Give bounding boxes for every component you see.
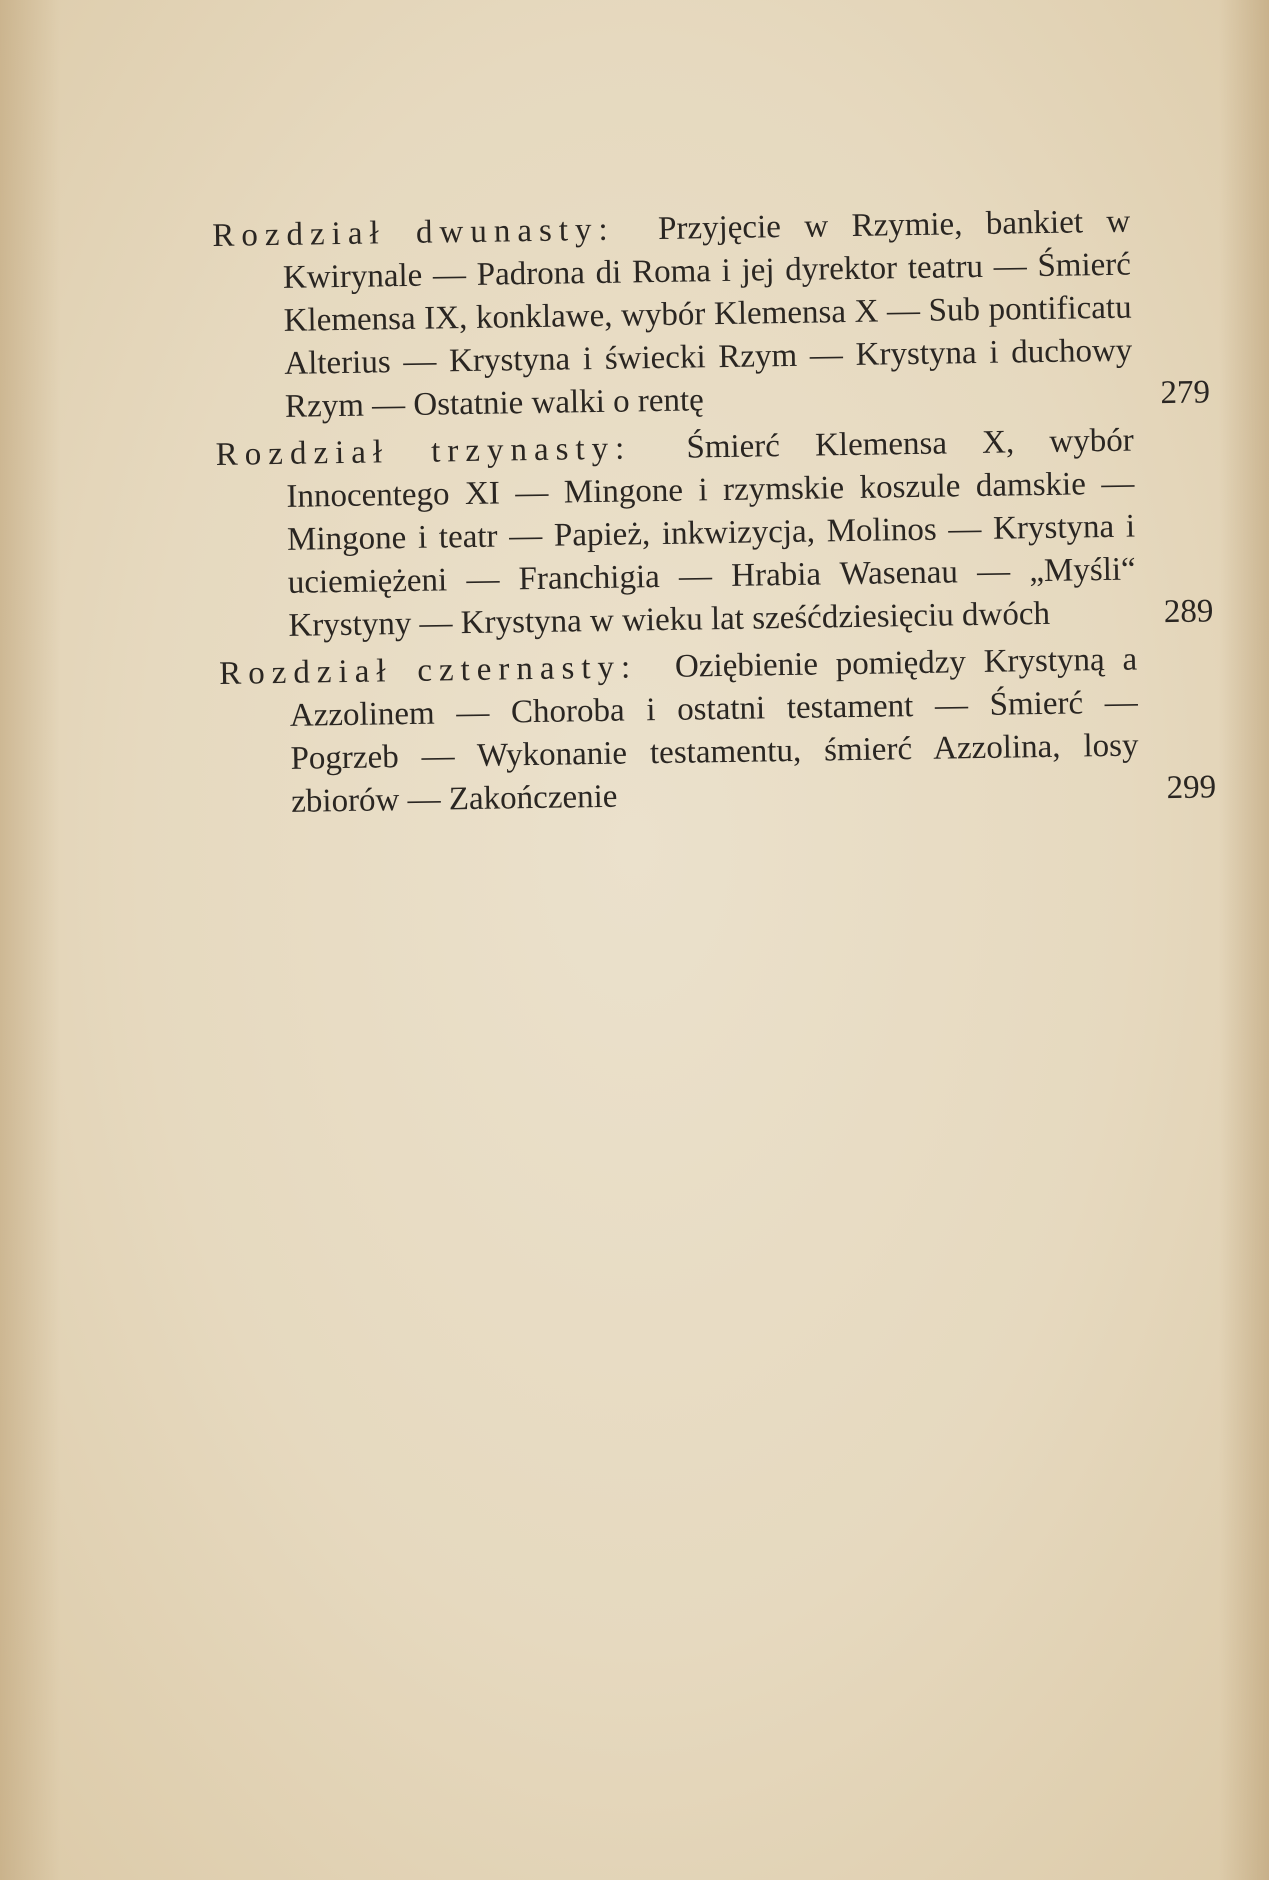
page-number: 299 <box>1166 769 1217 807</box>
chapter-summary: Oziębienie pomiędzy Krystyną a Azzolinem — Choroba i ostatni testament — Śmierć — Pogrzeb — Wykonanie testamentu, śmierć Azzolina, losy zbiorów — Zakończenie <box>289 641 1139 820</box>
toc-entry-text <box>212 201 1133 430</box>
toc-entry-text <box>219 639 1140 825</box>
toc-entry-chapter-13 <box>215 418 1213 649</box>
page-number: 279 <box>1160 374 1211 412</box>
toc-entry-text <box>215 420 1136 649</box>
chapter-label: Rozdział czternasty: <box>218 649 638 692</box>
toc-entry-chapter-14 <box>219 637 1217 825</box>
chapter-label: Rozdział dwunasty: <box>212 211 615 254</box>
chapter-summary: Śmierć Klemensa X, wybór Innocentego XI — Mingone i rzymskie koszule damskie — Mingone i teatr — Papież, inkwizycja, Molinos — Krystyna i uciemiężeni — Franchigia — Hrabia Wasenau — „Myśli“ Krystyny — Krystyna w wieku lat sześćdziesięciu dwóch <box>286 422 1136 644</box>
toc-entry-chapter-12 <box>212 199 1210 430</box>
chapter-summary: Przyjęcie w Rzymie, bankiet w Kwirynale — Padrona di Roma i jej dyrektor teatru — Śmierć Klemensa IX, konklawe, wybór Klemensa X — Sub pontificatu Alterius — Krystyna i świecki Rzym — Krystyna i duchowy Rzym — Ostatnie walki o rentę <box>282 203 1133 425</box>
table-of-contents <box>212 199 1217 829</box>
page-number: 289 <box>1163 593 1214 631</box>
chapter-label: Rozdział trzynasty: <box>215 430 632 473</box>
